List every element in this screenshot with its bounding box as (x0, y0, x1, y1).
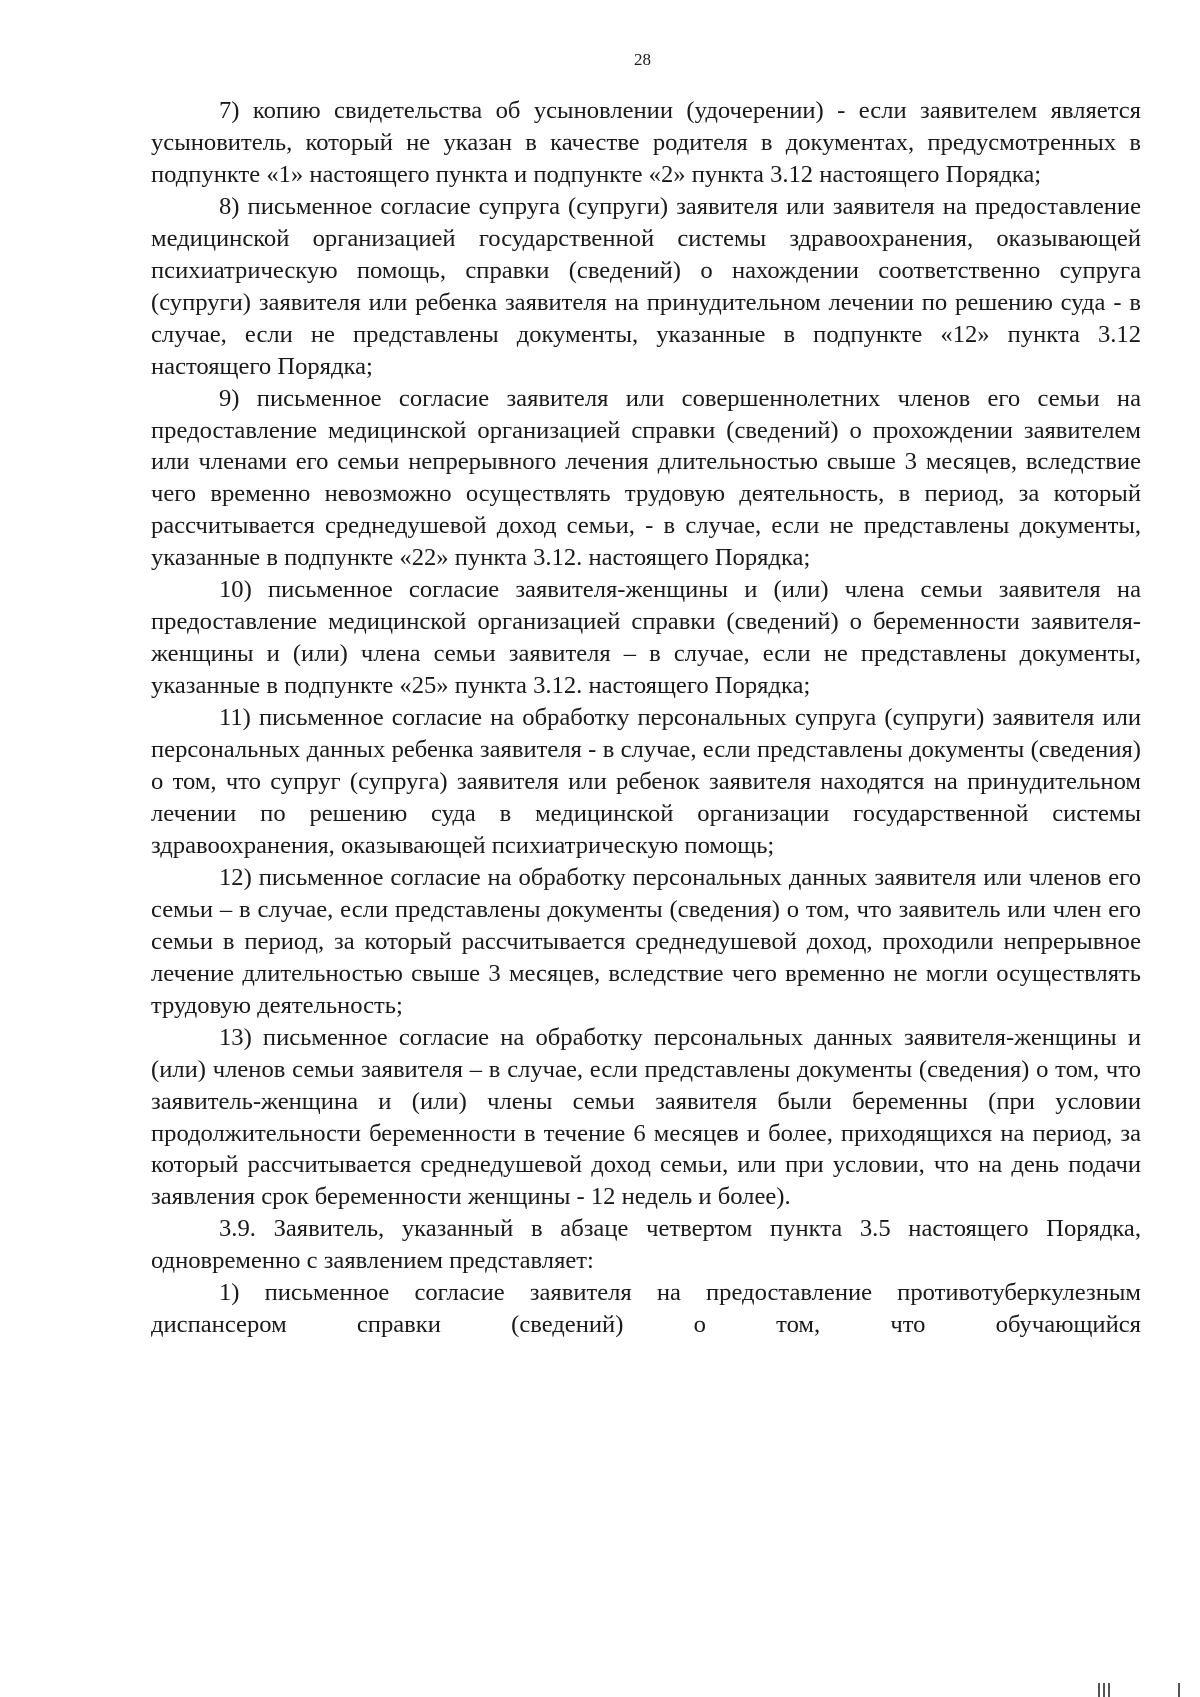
scan-mark (1098, 1683, 1100, 1697)
paragraph-item-12: 12) письменное согласие на обработку персональных данных заявителя или членов его семьи – в случае, если представлены документы (сведения) о том, что заявитель или член его семьи в период, за который рассчитывается среднедушевой доход, проходили непрерывное лечение длительностью свыше 3 месяцев, вследствие чего временно не могли осуществлять трудовую деятельность; (151, 863, 1141, 1019)
paragraph-item-1: 1) письменное согласие заявителя на предоставление противотуберкулезным диспансером справки (сведений) о том, что обучающийся (151, 1279, 1141, 1339)
scan-mark (1108, 1683, 1110, 1697)
page-number: 28 (634, 50, 651, 69)
scan-mark (1103, 1683, 1105, 1697)
paragraph-item-11: 11) письменное согласие на обработку персональных супруга (супруги) заявителя или персональных данных ребенка заявителя - в случае, если представлены документы (сведения) о том, что супруг (супруга) заявителя или ребенок заявителя находятся на принудительном лечении по решению суда в медицинской организации государственной системы здравоохранения, оказывающей психиатрическую помощь; (151, 704, 1141, 859)
paragraph-item-10: 10) письменное согласие заявителя-женщины и (или) члена семьи заявителя на предоставление медицинской организацией справки (сведений) о беременности заявителя-женщины и (или) члена семьи заявителя – в случае, если не представлены документы, указанные в подпункте «25» пункта 3.12. настоящего Порядка; (151, 576, 1141, 700)
paragraph-item-9: 9) письменное согласие заявителя или совершеннолетних членов его семьи на предоставление медицинской организацией справки (сведений) о прохождении заявителем или членами его семьи непрерывного лечения длительностью свыше 3 месяцев, вследствие чего временно невозможно осуществлять трудовую деятельность, в период, за который рассчитывается среднедушевой доход семьи, - в случае, если не представлены документы, указанные в подпункте «22» пункта 3.12. настоящего Порядка; (151, 384, 1141, 572)
paragraph-section-3-9: 3.9. Заявитель, указанный в абзаце четвертом пункта 3.5 настоящего Порядка, одновременно с заявлением представляет: (151, 1215, 1141, 1275)
paragraph-item-13: 13) письменное согласие на обработку персональных данных заявителя-женщины и (или) членов семьи заявителя – в случае, если представлены документы (сведения) о том, что заявитель-женщина и (или) члены семьи заявителя были беременны (при условии продолжительности беременности в течение 6 месяцев и более, приходящихся на период, за который рассчитывается среднедушевой доход семьи, или при условии, что на день подачи заявления срок беременности женщины - 12 недель и более). (151, 1023, 1141, 1211)
paragraph-item-7: 7) копию свидетельства об усыновлении (удочерении) - если заявителем является усыновитель, который не указан в качестве родителя в документах, предусмотренных в подпункте «1» настоящего пункта и подпункте «2» пункта 3.12 настоящего Порядка; (151, 97, 1141, 188)
document-body (151, 95, 1141, 1341)
scan-mark (1178, 1683, 1180, 1697)
paragraph-item-8: 8) письменное согласие супруга (супруги) заявителя или заявителя на предоставление медицинской организацией государственной системы здравоохранения, оказывающей психиатрическую помощь, справки (сведений) о нахождении соответственно супруга (супруги) заявителя или ребенка заявителя на принудительном лечении по решению суда - в случае, если не представлены документы, указанные в подпункте «12» пункта 3.12 настоящего Порядка; (151, 192, 1141, 380)
